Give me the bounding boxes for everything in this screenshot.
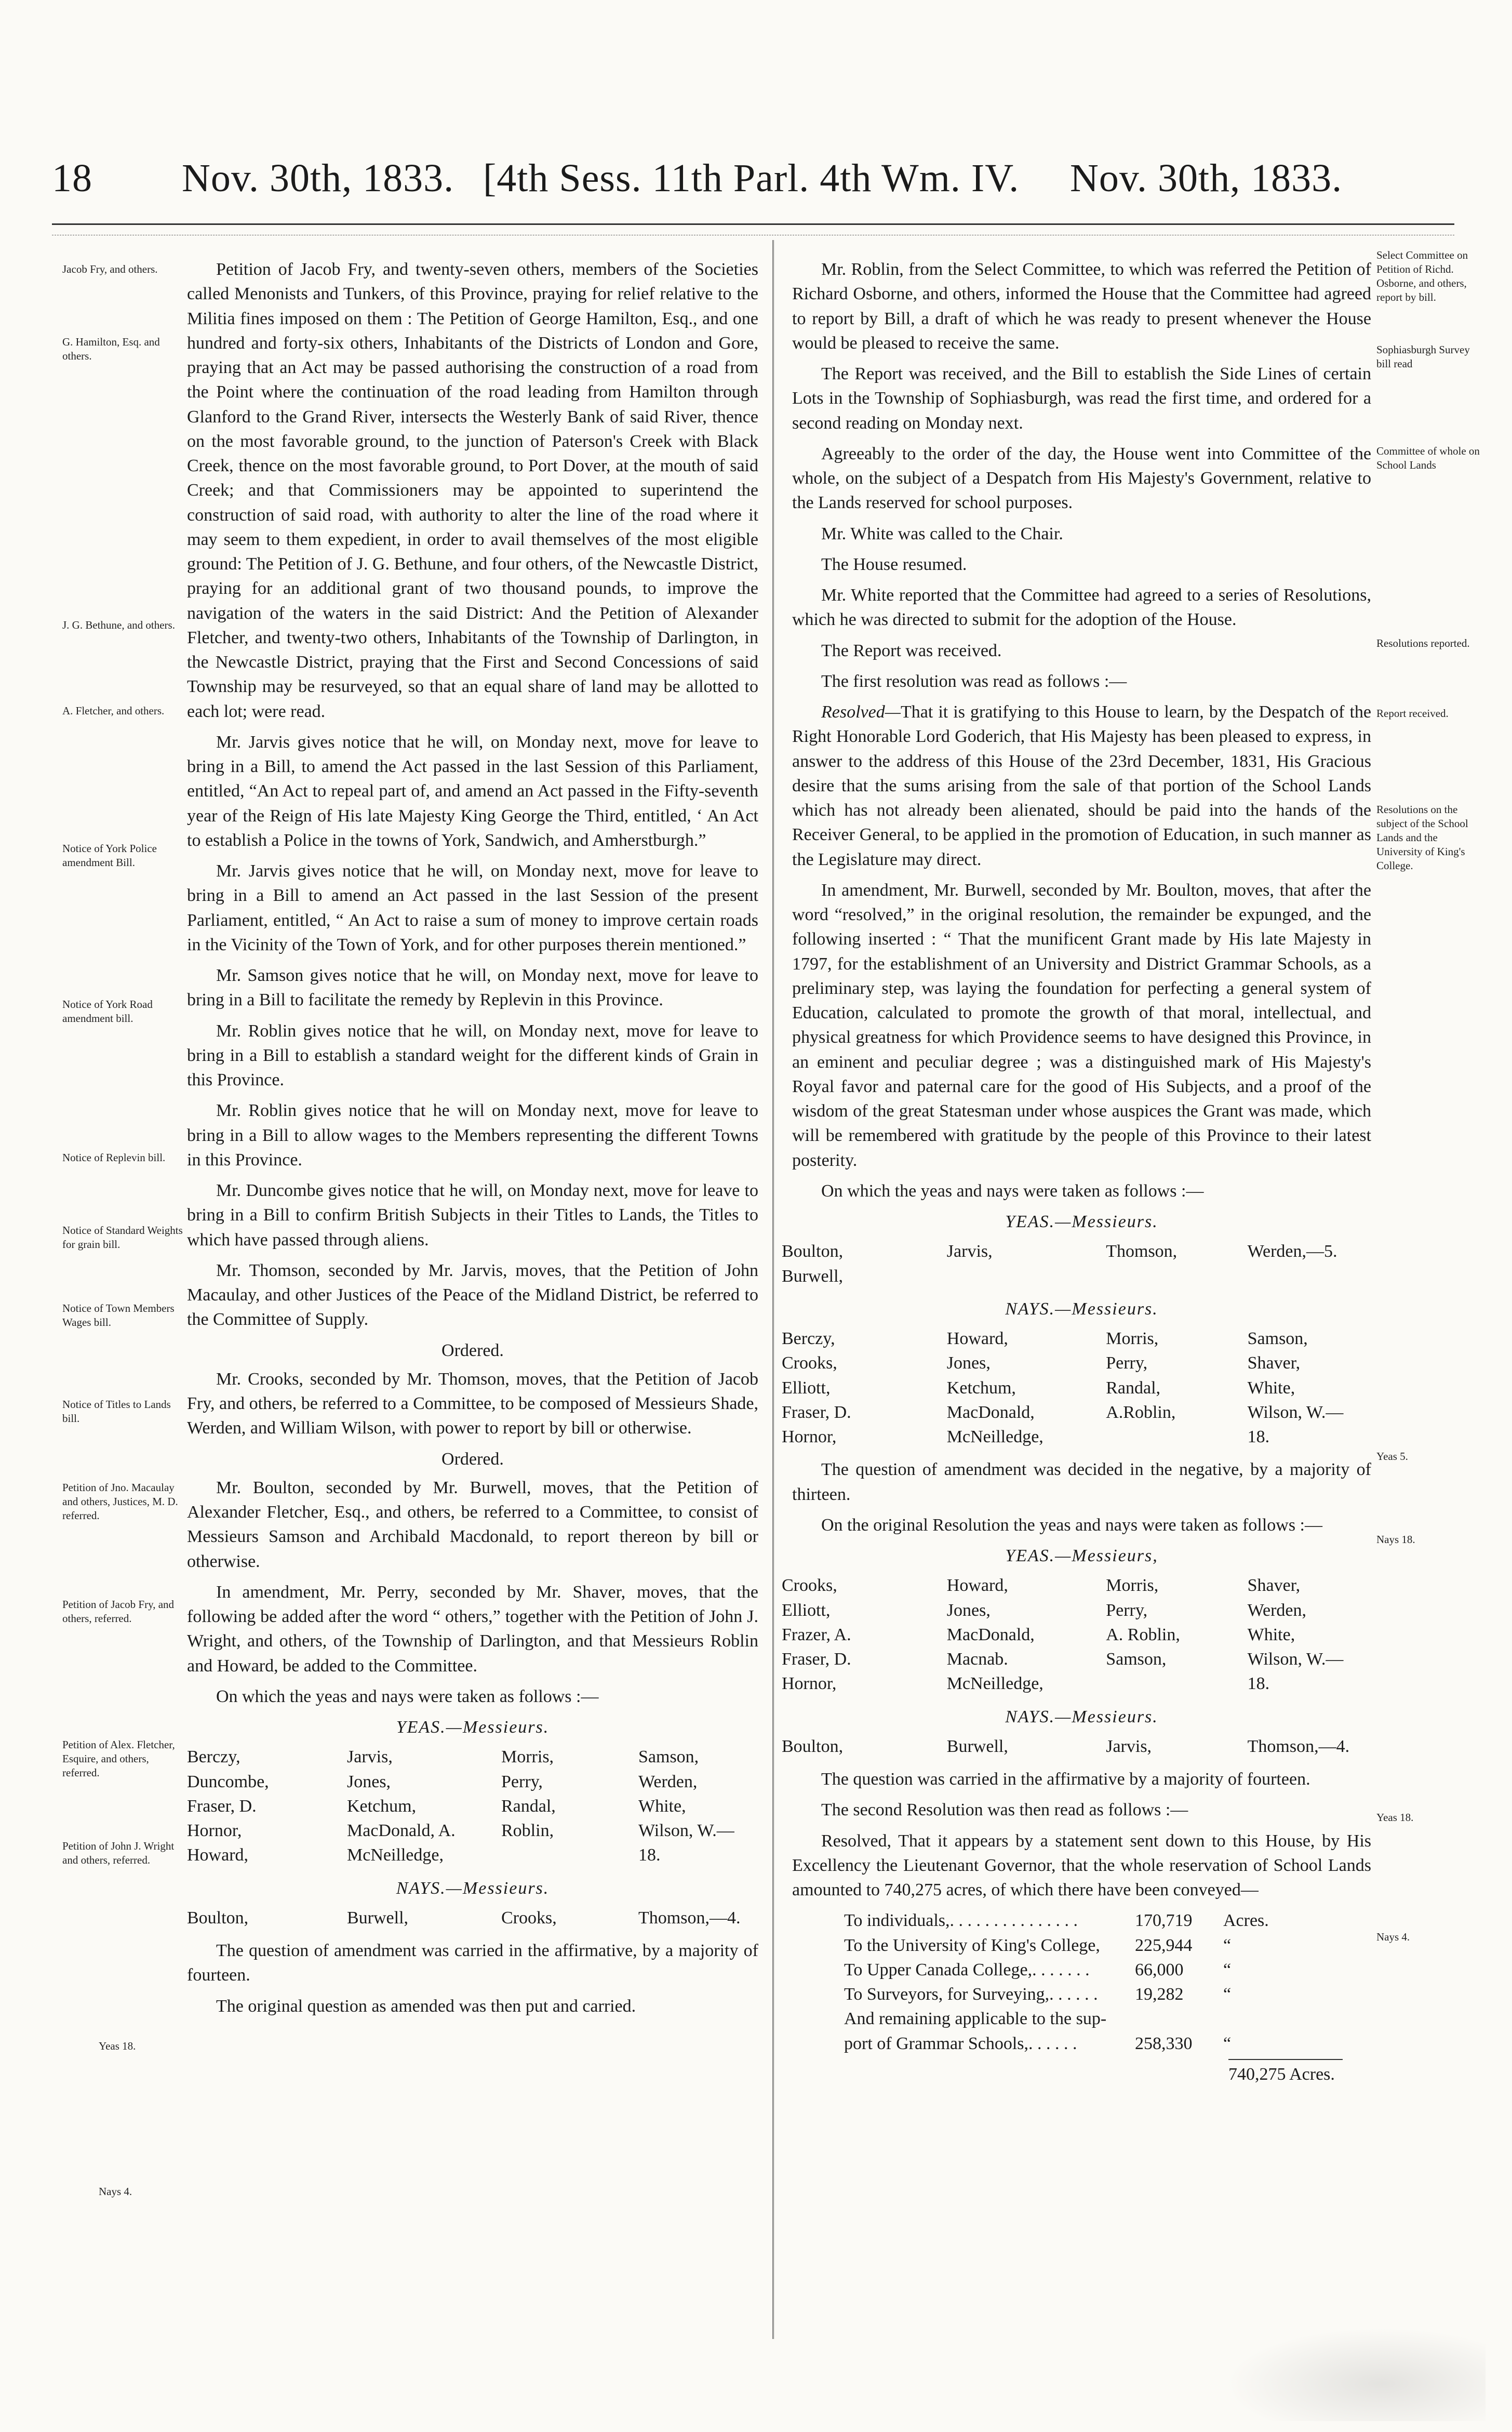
paragraph: The question was carried in the affirmative by a majority of fourteen. xyxy=(821,1770,1310,1789)
land-account-value: 66,000 xyxy=(1135,1960,1184,1979)
member-name: Hornor, xyxy=(782,1427,837,1446)
margin-note: Select Committee on Petition of Richd. Osborne, and others, report by bill. xyxy=(1376,249,1468,303)
member-name: Howard, xyxy=(946,1329,1008,1348)
member-name: Hornor, xyxy=(782,1674,837,1694)
margin-note: Resolutions reported. xyxy=(1376,637,1470,649)
margin-note: Notice of York Road amendment bill. xyxy=(62,998,153,1025)
margin-note: Committee of whole on School Lands xyxy=(1376,445,1480,471)
member-name: Crooks, xyxy=(501,1908,557,1928)
member-name xyxy=(1106,1425,1247,1449)
member-name: Thomson,—4. xyxy=(638,1908,741,1928)
member-name: Perry, xyxy=(1106,1353,1148,1373)
member-name xyxy=(1106,1671,1247,1696)
member-name: Duncombe, xyxy=(187,1772,269,1791)
yeas-list xyxy=(782,1573,1371,1696)
paragraph: Mr. White reported that the Committee had agreed to a series of Resolutions, which he was directed to submit for the adoption of the House. xyxy=(792,586,1371,630)
resolution-paragraph xyxy=(792,700,1371,872)
land-account-unit: Acres. xyxy=(1223,1911,1269,1931)
member-name: Thomson,—4. xyxy=(1247,1736,1350,1756)
land-account-total: 740,275 Acres. xyxy=(1228,2059,1343,2087)
member-name: MacDonald, A. xyxy=(347,1821,456,1840)
margin-note: Resolutions on the subject of the School Lands and the University of King's College. xyxy=(1376,803,1468,872)
member-name: A. Roblin, xyxy=(1106,1625,1180,1644)
member-name: Perry, xyxy=(1106,1600,1148,1620)
land-account-unit: “ xyxy=(1223,1985,1232,2004)
paragraph: Mr. Roblin gives notice that he will on Monday next, move for leave to bring in a Bill to allow wages to the Members representing the different Towns in this Province. xyxy=(187,1101,758,1170)
paragraph: The original question as amended was then put and carried. xyxy=(216,1996,636,2016)
member-name xyxy=(501,1843,638,1867)
page-header xyxy=(52,156,1382,213)
session-label: [4th Sess. 11th Parl. 4th Wm. IV. xyxy=(483,156,1020,200)
land-account-total-wrap xyxy=(844,2059,1371,2087)
land-account-row xyxy=(844,1958,1371,1982)
margin-note: Petition of Jacob Fry, and others, referred. xyxy=(62,1598,175,1625)
margin-note: Notice of Replevin bill. xyxy=(62,1151,166,1164)
member-name: 18. xyxy=(1247,1674,1270,1694)
member-name xyxy=(1248,1264,1371,1288)
margin-note: G. Hamilton, Esq. and others. xyxy=(62,336,160,362)
paragraph: Mr. Roblin gives notice that he will, on Monday next, move for leave to bring in a Bill to establish a standard weight for the different kinds of Grain in this Province. xyxy=(187,1021,758,1089)
land-account-value: 170,719 xyxy=(1135,1911,1193,1931)
margin-note: Report received. xyxy=(1376,707,1449,720)
margin-note: Notice of Standard Weights for grain bill. xyxy=(62,1224,183,1251)
paper-stain xyxy=(1226,2328,1486,2421)
paragraph: On which the yeas and nays were taken as follows :— xyxy=(821,1181,1204,1201)
land-account-unit: “ xyxy=(1223,2034,1232,2053)
paragraph: Mr. Samson gives notice that he will, on Monday next, move for leave to bring in a Bill to facilitate the remedy by Replevin in this Province. xyxy=(187,966,758,1010)
margin-note: A. Fletcher, and others. xyxy=(62,705,165,717)
member-name: Werden, xyxy=(1247,1600,1306,1620)
land-account-table xyxy=(844,1908,1371,2056)
member-name: Burwell, xyxy=(782,1266,844,1286)
member-name: Boulton, xyxy=(782,1736,844,1756)
paragraph: Mr. Thomson, seconded by Mr. Jarvis, moves, that the Petition of John Macaulay, and other Justices of the Peace of the Midland District, be referred to the Committee of Supply. xyxy=(187,1260,758,1330)
paragraph: Mr. White was called to the Chair. xyxy=(821,524,1063,543)
member-name: Burwell, xyxy=(946,1736,1008,1756)
member-name: Fraser, D. xyxy=(782,1650,851,1669)
date-right: Nov. 30th, 1833. xyxy=(1070,156,1343,200)
paragraph: On which the yeas and nays were taken as follows :— xyxy=(216,1686,599,1706)
member-name: MacDonald, xyxy=(946,1625,1035,1644)
member-name: Perry, xyxy=(501,1772,543,1791)
member-name: Macnab. xyxy=(946,1650,1008,1669)
member-name: Ketchum, xyxy=(347,1796,417,1816)
paragraph: Resolved, That it appears by a statement sent down to this House, by His Excellency the Lieutenant Governor, that the whole reservation of School Lands amounted to 740,275 acres, of which there have been conveyed— xyxy=(792,1831,1371,1899)
paragraph: Mr. Roblin, from the Select Committee, to which was referred the Petition of Richard Osborne, and others, informed the House that the Committee had agreed to report by Bill, a draft of which he was ready to present whenever the House would be pleased to receive the same. xyxy=(792,260,1371,353)
date-left: Nov. 30th, 1833. xyxy=(182,156,454,200)
member-name: MacDonald, xyxy=(946,1402,1035,1422)
member-name: Elliott, xyxy=(782,1600,831,1620)
member-name: Wilson, W.— xyxy=(1247,1650,1344,1669)
ordered-line: Ordered. xyxy=(441,1449,504,1469)
land-account-label: And remaining applicable to the sup- xyxy=(844,2009,1107,2029)
member-name: Morris, xyxy=(1106,1576,1159,1596)
paragraph: Mr. Duncombe gives notice that he will, on Monday next, move for leave to bring in a Bill to confirm British Subjects in their Titles to Lands, the Titles to which have passed through aliens. xyxy=(187,1181,758,1250)
member-name: Shaver, xyxy=(1247,1576,1301,1596)
member-name: Shaver, xyxy=(1247,1353,1301,1373)
member-name: Berczy, xyxy=(782,1329,835,1348)
yeas-heading: YEAS.—Messieurs, xyxy=(1005,1546,1158,1565)
member-name: White, xyxy=(1247,1625,1295,1644)
paragraph: The House resumed. xyxy=(821,554,967,574)
member-name: A.Roblin, xyxy=(1106,1402,1176,1422)
nays-list xyxy=(782,1734,1371,1759)
paragraph: In amendment, Mr. Burwell, seconded by Mr. Boulton, moves, that after the word “resolved,” in the original resolution, the remainder be expunged, and the following inserted : “ That the munificent Grant made by His late Majesty in 1797, for the establishment of an University and District Grammar Schools, as a preliminary step, was laying the foundation for perfecting a general system of Education, calculated to promote the growth of that moral, intellectual, and physical greatness for which Providence seems to have designed this Province, in an eminent and peculiar degree ; was a distinguished mark of His Majesty's Royal favor and paternal care for the good of His Subjects, and a proof of the wisdom of the great Statesman under whose auspices the Grant was made, which will be remembered with gratitude by the people of this Province to their latest posterity. xyxy=(792,880,1371,1170)
member-name: Samson, xyxy=(1106,1650,1167,1669)
member-name: Jarvis, xyxy=(1106,1736,1152,1756)
margin-note: Yeas 18. xyxy=(99,2040,136,2052)
paragraph: Mr. Jarvis gives notice that he will, on Monday next, move for leave to bring in a Bill to amend an Act passed in the last Session of the present Parliament, entitled, “ An Act to raise a sum of money to improve certain roads in the Vicinity of the Town of York, and for other purposes therein mentioned.” xyxy=(187,861,758,954)
margin-note: Nays 4. xyxy=(1376,1931,1410,1943)
member-name: Howard, xyxy=(187,1845,249,1865)
member-name: Jarvis, xyxy=(347,1747,393,1767)
yeas-list xyxy=(782,1239,1371,1288)
margin-note: Nays 18. xyxy=(1376,1533,1415,1546)
member-name: Fraser, D. xyxy=(782,1402,851,1422)
paragraph: Petition of Jacob Fry, and twenty-seven others, members of the Societies called Menonists and Tunkers, of this Province, praying for relief relative to the Militia fines imposed on them : The Petition of George Hamilton, Esq., and one hundred and forty-six others, Inhabitants of the Districts of London and Gore, praying that an Act may be passed authorising the construction of a road from the Point where the continuation of the road leading from Hamilton through Glanford to the Grand River, intersects the Westerly Bank of said River, thence on the most favorable ground, to the junction of Paterson's Creek with Black Creek, thence on the most favorable ground, to Port Dover, at the mouth of said Creek; and that Commissioners may be appointed to superintend the construction of said road, with authority to alter the line of the road where it may seem to them expedient, in order to avail themselves of the most eligible ground: The Petition of J. G. Bethune, and four others, of the Newcastle District, praying for an additional grant of two thousand pounds, to improve the navigation of the waters in the said District: And the Petition of Alexander Fletcher, and twenty-two others, Inhabitants of the Township of Darlington, in the Newcastle District, praying that the First and Second Concessions of said Township may be resurveyed, so that an equal share of land may be allotted to each lot; were read. xyxy=(187,260,758,721)
margin-note: Nays 4. xyxy=(99,2185,132,2198)
paragraph: The question of amendment was carried in the affirmative, by a majority of fourteen. xyxy=(187,1941,758,1985)
land-account-row xyxy=(844,1908,1371,1933)
member-name: Berczy, xyxy=(187,1747,240,1767)
member-name: Samson, xyxy=(1247,1329,1308,1348)
member-name: White, xyxy=(638,1796,686,1816)
member-name: Morris, xyxy=(501,1747,554,1767)
yeas-heading: YEAS.—Messieurs. xyxy=(1005,1212,1158,1231)
member-name: Boulton, xyxy=(782,1242,844,1261)
land-account-row xyxy=(844,2031,1371,2056)
land-account-label: port of Grammar Schools,. . . . . . xyxy=(844,2034,1077,2053)
land-account-label: To Upper Canada College,. . . . . . . xyxy=(844,1960,1090,1979)
paragraph: Mr. Jarvis gives notice that he will, on Monday next, move for leave to bring in a Bill, to amend the Act passed in the last Session of this Parliament, entitled, “An Act to repeal part of, and amend an Act passed in the Fifty-seventh year of the Reign of His late Majesty King George the Third, entitled, ‘ An Act to establish a Police in the towns of York, Sandwich, and Amherstburgh.” xyxy=(187,732,758,850)
member-name xyxy=(1106,1264,1247,1288)
margin-note: Petition of Alex. Fletcher, Esquire, and others, referred. xyxy=(62,1738,175,1779)
left-column xyxy=(187,257,758,2025)
member-name: Jones, xyxy=(946,1600,991,1620)
land-account-unit: “ xyxy=(1223,1960,1232,1979)
member-name: McNeilledge, xyxy=(946,1427,1043,1446)
member-name: Hornor, xyxy=(187,1821,242,1840)
land-account-unit: “ xyxy=(1223,1935,1232,1955)
paragraph: Agreeably to the order of the day, the House went into Committee of the whole, on the subject of a Despatch from His Majesty's Government, relative to the Lands reserved for school purposes. xyxy=(792,444,1371,513)
member-name: Wilson, W.— xyxy=(638,1821,734,1840)
land-account-row xyxy=(844,1933,1371,1958)
member-name: Wilson, W.— xyxy=(1247,1402,1344,1422)
page-number: 18 xyxy=(52,156,92,200)
yeas-heading: YEAS.—Messieurs. xyxy=(396,1718,550,1737)
member-name: Burwell, xyxy=(347,1908,409,1928)
member-name xyxy=(947,1264,1106,1288)
land-account-unit xyxy=(1223,2006,1286,2031)
member-name: 18. xyxy=(1247,1427,1270,1446)
paragraph: In amendment, Mr. Perry, seconded by Mr. Shaver, moves, that the following be added after the word “ others,” together with the Petition of John J. Wright, and others, of the Township of Darlington, and that Messieurs Roblin and Howard, be added to the Committee. xyxy=(187,1582,758,1676)
member-name: Morris, xyxy=(1106,1329,1159,1348)
member-name: White, xyxy=(1247,1378,1295,1398)
ordered-line: Ordered. xyxy=(441,1340,504,1360)
margin-note: Yeas 18. xyxy=(1376,1811,1414,1824)
nays-heading: NAYS.—Messieurs. xyxy=(1005,1299,1158,1319)
land-account-value: 225,944 xyxy=(1135,1935,1193,1955)
yeas-list xyxy=(187,1745,758,1867)
member-name: Frazer, A. xyxy=(782,1625,851,1644)
member-name: Thomson, xyxy=(1106,1242,1178,1261)
member-name: 18. xyxy=(638,1845,661,1865)
nays-heading: NAYS.—Messieurs. xyxy=(396,1878,550,1898)
member-name: Jones, xyxy=(347,1772,391,1791)
member-name: Jones, xyxy=(946,1353,991,1373)
resolution-text: That it is gratifying to this House to learn, by the Despatch of the Right Honorable Lord Goderich, that His Majesty has been pleased to express, in answer to the address of this House of the 23rd December, 1831, His Gracious desire that the sums arising from the sale of that portion of the School Lands which has not already been alienated, should be paid into the hands of the Receiver General, to be applied in the promotion of Education, in such manner as the Legislature may direct. xyxy=(792,702,1371,869)
margin-note: Notice of York Police amendment Bill. xyxy=(62,842,157,869)
member-name: McNeilledge, xyxy=(347,1845,444,1865)
margin-note: Sophiasburgh Survey bill read xyxy=(1376,343,1470,370)
member-name: Werden,—5. xyxy=(1247,1242,1337,1261)
margin-note: Notice of Town Members Wages bill. xyxy=(62,1302,175,1328)
paragraph: The first resolution was read as follows :— xyxy=(821,671,1127,691)
member-name: Boulton, xyxy=(187,1908,249,1928)
margin-note: Petition of John J. Wright and others, referred. xyxy=(62,1840,175,1866)
margin-note: J. G. Bethune, and others. xyxy=(62,619,175,631)
paragraph: The Report was received, and the Bill to establish the Side Lines of certain Lots in the Township of Sophiasburgh, was read the first time, and ordered for a second reading on Monday next. xyxy=(792,364,1371,433)
land-account-row xyxy=(844,2006,1371,2031)
margin-note: Yeas 5. xyxy=(1376,1450,1408,1463)
member-name: Ketchum, xyxy=(946,1378,1016,1398)
nays-heading: NAYS.—Messieurs. xyxy=(1005,1707,1158,1726)
paragraph: Mr. Boulton, seconded by Mr. Burwell, moves, that the Petition of Alexander Fletcher, Esq., and others, be referred to a Committee, to consist of Messieurs Samson and Archibald Macdonald, to report thereon by bill or otherwise. xyxy=(187,1478,758,1571)
member-name: Crooks, xyxy=(782,1353,837,1373)
land-account-value xyxy=(1135,2006,1223,2031)
nays-list xyxy=(187,1906,758,1930)
column-divider xyxy=(772,240,774,2339)
member-name: Werden, xyxy=(638,1772,698,1791)
member-name: Roblin, xyxy=(501,1821,554,1840)
member-name: Crooks, xyxy=(782,1576,837,1596)
member-name: Elliott, xyxy=(782,1378,831,1398)
resolved-lead: Resolved— xyxy=(821,702,901,722)
land-account-value: 258,330 xyxy=(1135,2034,1193,2053)
member-name: Jarvis, xyxy=(946,1242,993,1261)
paragraph: On the original Resolution the yeas and nays were taken as follows :— xyxy=(821,1515,1322,1535)
paragraph: The question of amendment was decided in the negative, by a majority of thirteen. xyxy=(792,1460,1371,1504)
member-name: Fraser, D. xyxy=(187,1796,257,1816)
land-account-row xyxy=(844,1982,1371,2006)
member-name: Samson, xyxy=(638,1747,699,1767)
member-name: Howard, xyxy=(946,1576,1008,1596)
nays-list xyxy=(782,1326,1371,1449)
header-rule xyxy=(52,223,1454,225)
member-name: Randal, xyxy=(1106,1378,1161,1398)
land-account-value: 19,282 xyxy=(1135,1985,1184,2004)
paragraph: Mr. Crooks, seconded by Mr. Thomson, moves, that the Petition of Jacob Fry, and others, be referred to a Committee, to be composed of Messieurs Shade, Werden, and William Wilson, with power to report by bill or otherwise. xyxy=(187,1369,758,1438)
member-name: McNeilledge, xyxy=(946,1674,1043,1694)
margin-note: Notice of Titles to Lands bill. xyxy=(62,1398,171,1425)
land-account-label: To Surveyors, for Surveying,. . . . . . xyxy=(844,1985,1098,2004)
land-account-label: To the University of King's College, xyxy=(844,1935,1100,1955)
paragraph: The second Resolution was then read as follows :— xyxy=(821,1800,1188,1820)
margin-note: Jacob Fry, and others. xyxy=(62,263,158,275)
member-name: Randal, xyxy=(501,1796,556,1816)
paragraph: The Report was received. xyxy=(821,641,1002,660)
land-account-label: To individuals,. . . . . . . . . . . . . . . xyxy=(844,1911,1078,1931)
margin-note: Petition of Jno. Macaulay and others, Justices, M. D. referred. xyxy=(62,1481,178,1522)
right-column xyxy=(782,257,1371,2087)
